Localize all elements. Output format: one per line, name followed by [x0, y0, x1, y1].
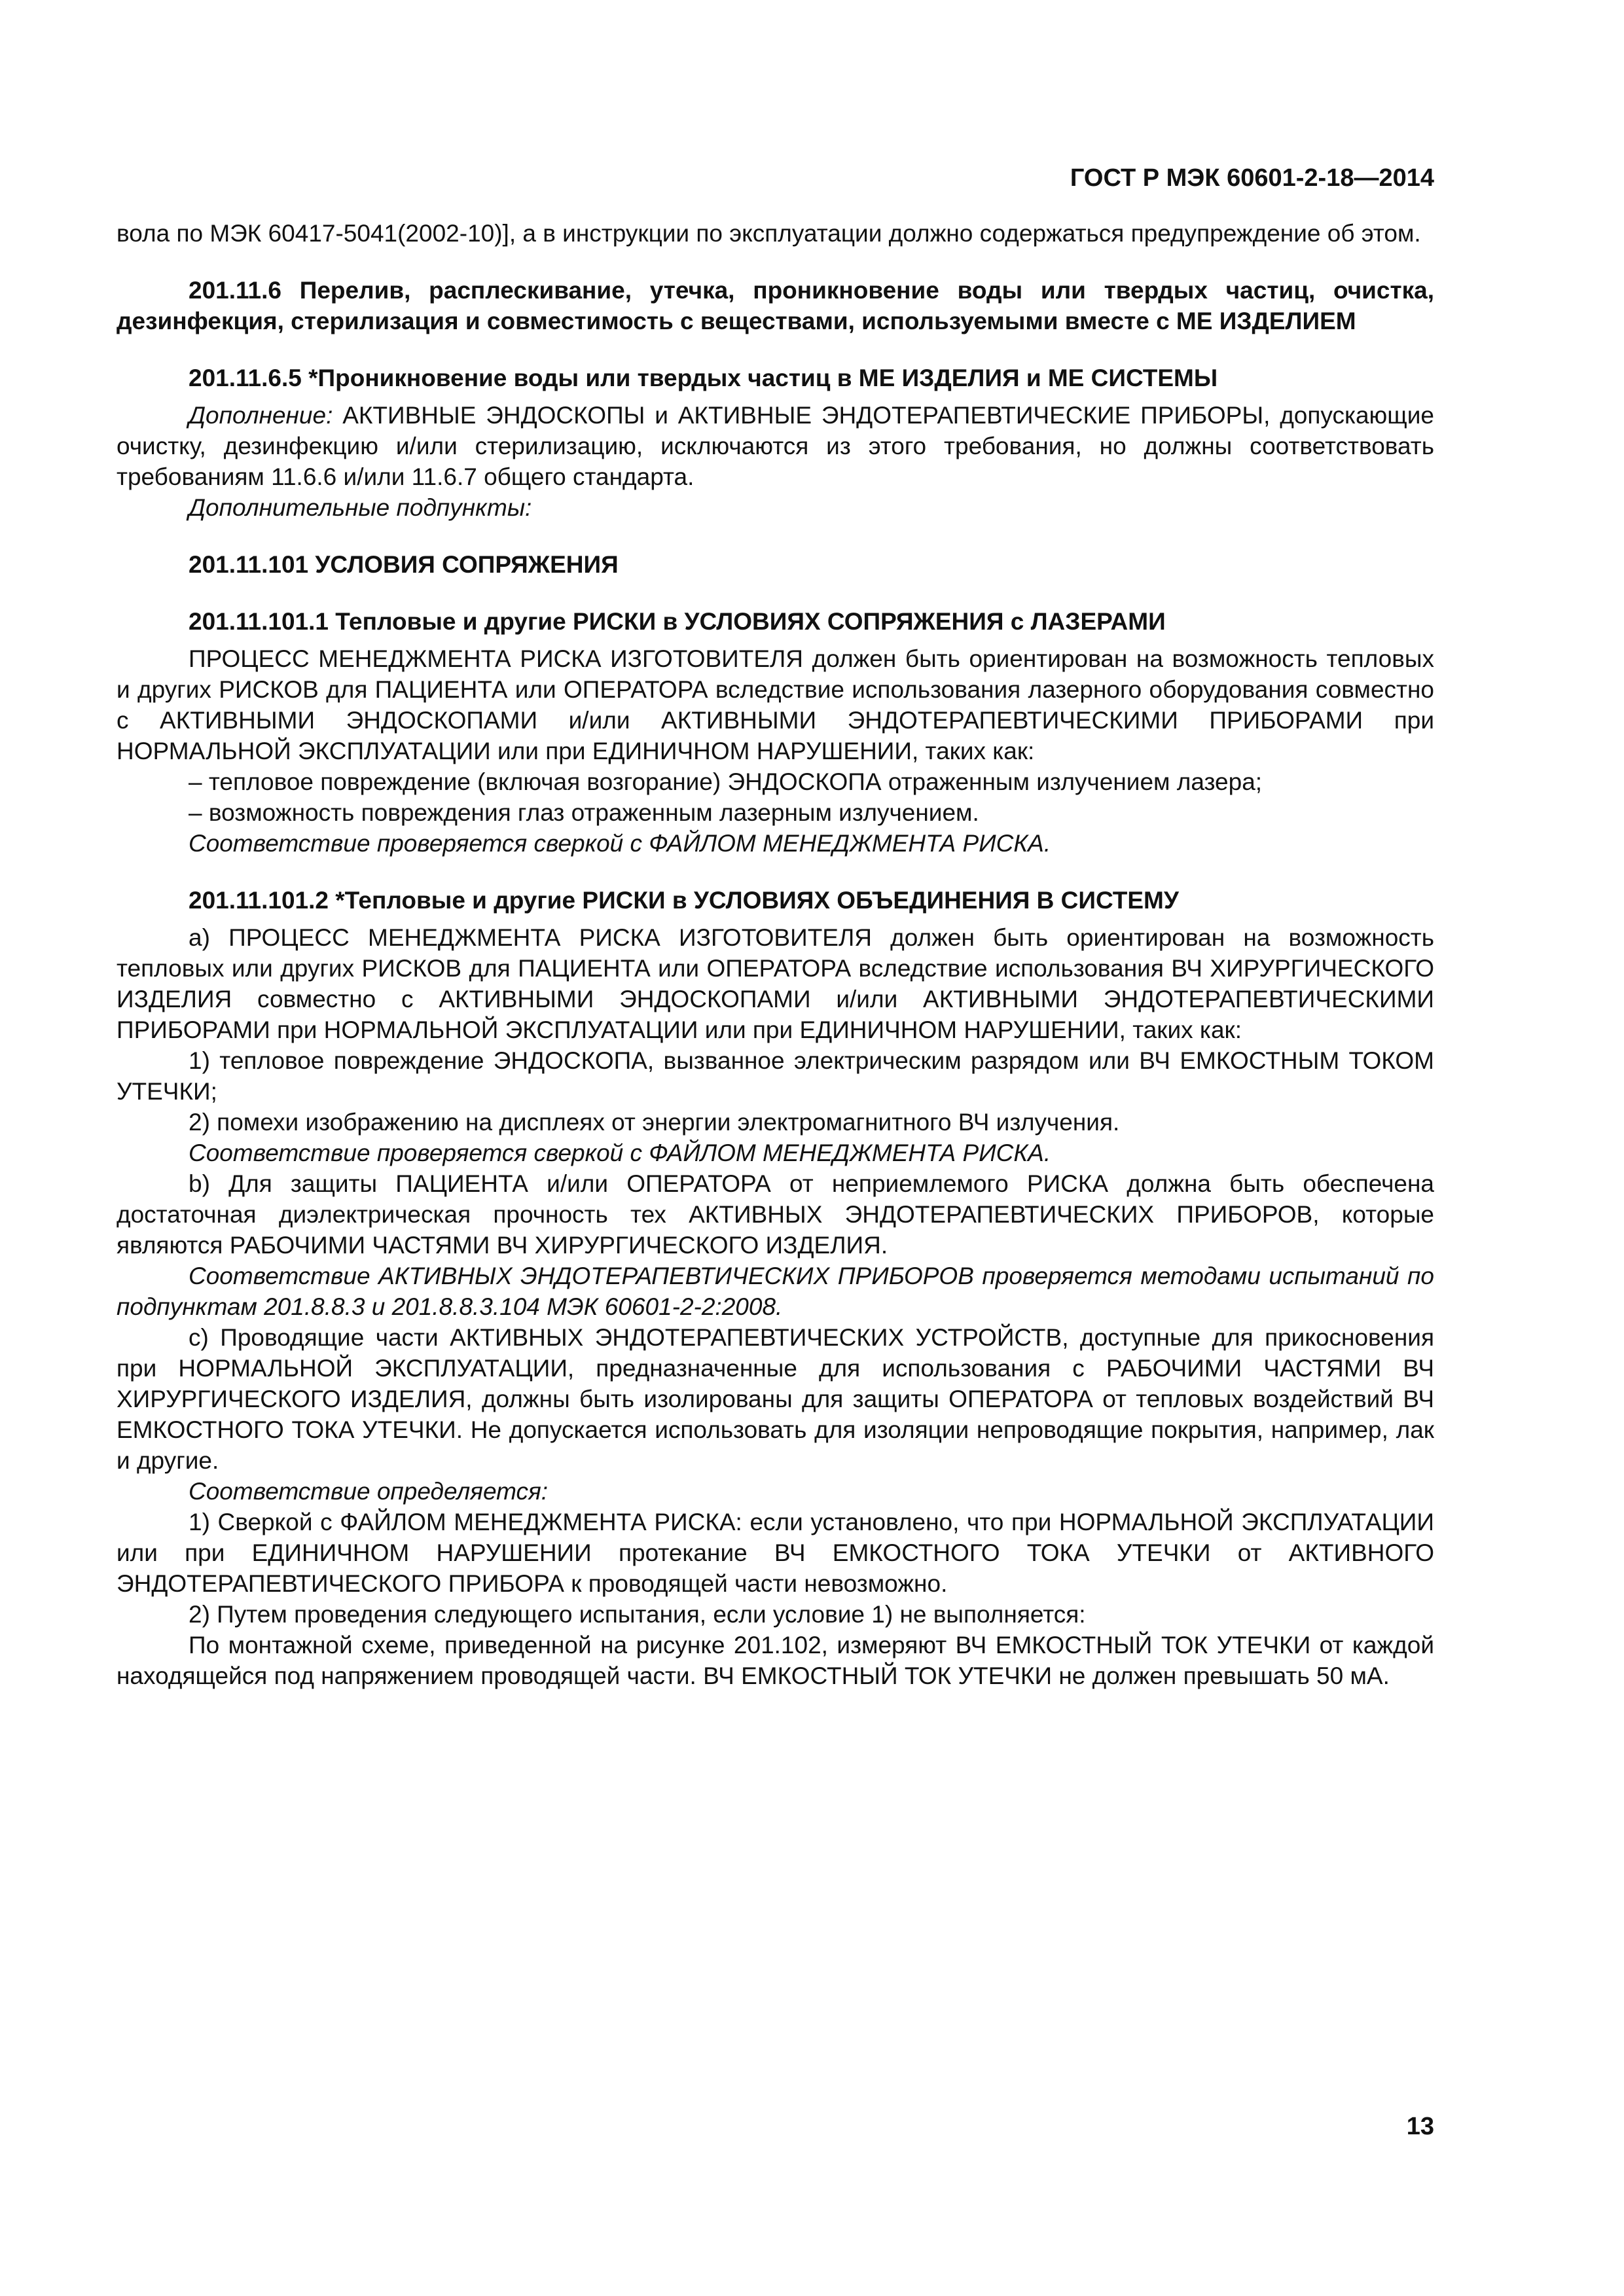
list-item-thermal-damage: – тепловое повреждение (включая возгорание) ЭНДОСКОПА отраженным излучением лазера;: [189, 768, 1263, 795]
compliance-note-2: Соответствие проверяется сверкой с ФАЙЛОМ МЕНЕДЖМЕНТА РИСКА.: [189, 1139, 1051, 1166]
paragraph-c-conductive-parts: с) Проводящие части АКТИВНЫХ ЭНДОТЕРАПЕВТИЧЕСКИХ УСТРОЙСТВ, доступные для прикосновения при НОРМАЛЬНОЙ ЭКСПЛУАТАЦИИ, предназначенные для использования с РАБОЧИМИ ЧАСТЯМИ ВЧ ХИРУРГИЧЕСКОГО ИЗДЕЛИЯ, должны быть изолированы для защиты ОПЕРАТОРА от тепловых воздействий ВЧ ЕМКОСТНОГО ТОКА УТЕЧКИ. Не допускается использовать для изоляции непроводящие покрытия, например, лак и другие.: [117, 1324, 1434, 1474]
list-item-1-thermal-damage: 1) тепловое повреждение ЭНДОСКОПА, вызванное электрическим разрядом или ВЧ ЕМКОСТНЫМ ТОКОМ УТЕЧКИ;: [117, 1047, 1434, 1105]
compliance-note-1: Соответствие проверяется сверкой с ФАЙЛОМ МЕНЕДЖМЕНТА РИСКА.: [189, 830, 1051, 857]
paragraph-continuation: вола по МЭК 60417-5041(2002-10)], а в инструкции по эксплуатации должно содержаться предупреждение об этом.: [117, 220, 1421, 247]
section-heading-201-11-6: 201.11.6 Перелив, расплескивание, утечка, проникновение воды или твердых частиц, очистка, дезинфекция, стерилизация и совместимость с веществами, используемыми вместе с МЕ ИЗДЕЛИЕМ: [117, 277, 1434, 334]
compliance-note-4: Соответствие определяется:: [189, 1478, 549, 1505]
section-heading-201-11-101-1: 201.11.101.1 Тепловые и другие РИСКИ в УСЛОВИЯХ СОПРЯЖЕНИЯ с ЛАЗЕРАМИ: [189, 608, 1166, 635]
section-heading-201-11-101: 201.11.101 УСЛОВИЯ СОПРЯЖЕНИЯ: [189, 551, 619, 578]
section-heading-201-11-101-2: 201.11.101.2 *Тепловые и другие РИСКИ в УСЛОВИЯХ ОБЪЕДИНЕНИЯ В СИСТЕМУ: [189, 887, 1179, 914]
list-item-2-test: 2) Путем проведения следующего испытания, если условие 1) не выполняется:: [189, 1601, 1086, 1628]
addition-label: Дополнение:: [189, 402, 333, 429]
paragraph-b-dielectric: b) Для защиты ПАЦИЕНТА и/или ОПЕРАТОРА от неприемлемого РИСКА должна быть обеспечена достаточная диэлектрическая прочность тех АКТИВНЫХ ЭНДОТЕРАПЕВТИЧЕСКИХ ПРИБОРОВ, которые являются РАБОЧИМИ ЧАСТЯМИ ВЧ ХИРУРГИЧЕСКОГО ИЗДЕЛИЯ.: [117, 1170, 1434, 1259]
addition-text: АКТИВНЫЕ ЭНДОСКОПЫ и АКТИВНЫЕ ЭНДОТЕРАПЕВТИЧЕСКИЕ ПРИБОРЫ, допускающие очистку, дезинфекцию и/или стерилизацию, исключаются из этого требования, но должны соответствовать требованиям 11.6.6 и/или 11.6.7 общего стандарта.: [117, 402, 1434, 490]
document-header: ГОСТ Р МЭК 60601-2-18—2014: [1070, 164, 1434, 192]
paragraph-additional-subclauses: Дополнительные подпункты:: [189, 494, 532, 521]
paragraph-addition: [117, 400, 1434, 492]
paragraph-laser-risk: ПРОЦЕСС МЕНЕДЖМЕНТА РИСКА ИЗГОТОВИТЕЛЯ должен быть ориентирован на возможность тепловых и других РИСКОВ для ПАЦИЕНТА или ОПЕРАТОРА вследствие использования лазерного оборудования совместно с АКТИВНЫМИ ЭНДОСКОПАМИ и/или АКТИВНЫМИ ЭНДОТЕРАПЕВТИЧЕСКИМИ ПРИБОРАМИ при НОРМАЛЬНОЙ ЭКСПЛУАТАЦИИ или при ЕДИНИЧНОМ НАРУШЕНИИ, таких как:: [117, 645, 1434, 764]
section-heading-201-11-6-5: 201.11.6.5 *Проникновение воды или твердых частиц в МЕ ИЗДЕЛИЯ и МЕ СИСТЕМЫ: [189, 365, 1218, 391]
page-number: 13: [1406, 2113, 1434, 2140]
paragraph-measurement: По монтажной схеме, приведенной на рисунке 201.102, измеряют ВЧ ЕМКОСТНЫЙ ТОК УТЕЧКИ от каждой находящейся под напряжением проводящей части. ВЧ ЕМКОСТНЫЙ ТОК УТЕЧКИ не должен превышать 50 мА.: [117, 1632, 1434, 1689]
document-body: [117, 218, 1434, 1691]
list-item-2-image-interference: 2) помехи изображению на дисплеях от энергии электромагнитного ВЧ излучения.: [189, 1109, 1120, 1136]
paragraph-a-hf-risk: а) ПРОЦЕСС МЕНЕДЖМЕНТА РИСКА ИЗГОТОВИТЕЛЯ должен быть ориентирован на возможность тепловых или других РИСКОВ для ПАЦИЕНТА или ОПЕРАТОРА вследствие использования ВЧ ХИРУРГИЧЕСКОГО ИЗДЕЛИЯ совместно с АКТИВНЫМИ ЭНДОСКОПАМИ и/или АКТИВНЫМИ ЭНДОТЕРАПЕВТИЧЕСКИМИ ПРИБОРАМИ при НОРМАЛЬНОЙ ЭКСПЛУАТАЦИИ или при ЕДИНИЧНОМ НАРУШЕНИИ, таких как:: [117, 924, 1434, 1043]
list-item-1-risk-file-check: 1) Сверкой с ФАЙЛОМ МЕНЕДЖМЕНТА РИСКА: если установлено, что при НОРМАЛЬНОЙ ЭКСПЛУАТАЦИИ или при ЕДИНИЧНОМ НАРУШЕНИИ протекание ВЧ ЕМКОСТНОГО ТОКА УТЕЧКИ от АКТИВНОГО ЭНДОТЕРАПЕВТИЧЕСКОГО ПРИБОРА к проводящей части невозможно.: [117, 1509, 1434, 1597]
compliance-note-3: Соответствие АКТИВНЫХ ЭНДОТЕРАПЕВТИЧЕСКИХ ПРИБОРОВ проверяется методами испытаний по подпунктам 201.8.8.3 и 201.8.8.3.104 МЭК 60601-2-2:2008.: [117, 1263, 1434, 1320]
list-item-eye-damage: – возможность повреждения глаз отраженным лазерным излучением.: [189, 799, 979, 826]
